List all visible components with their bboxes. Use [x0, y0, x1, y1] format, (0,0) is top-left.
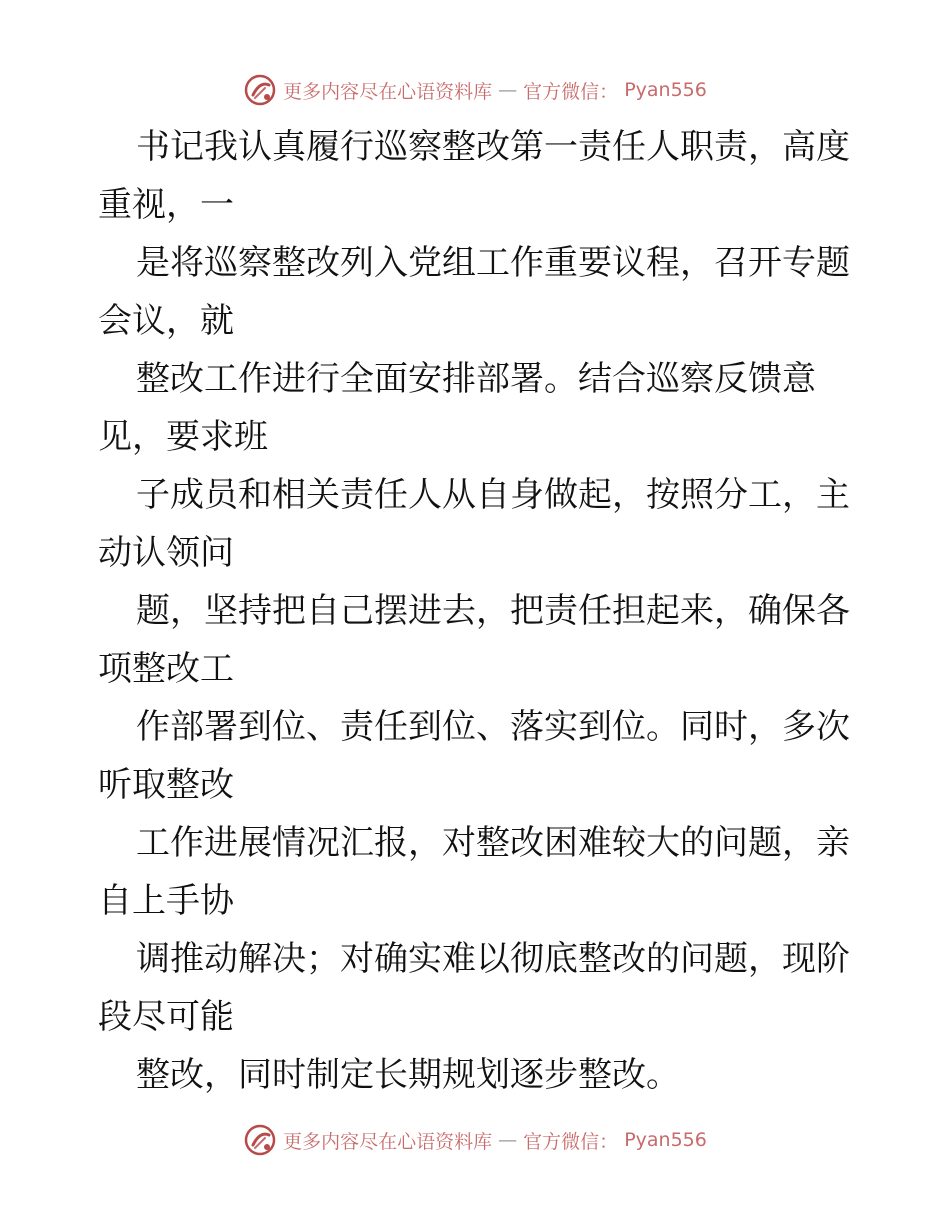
text-line [98, 640, 858, 698]
text-line [98, 234, 858, 292]
text-line-content: 会议，就 [98, 301, 234, 341]
text-line [98, 698, 858, 756]
text-line [98, 988, 858, 1046]
text-line [98, 524, 858, 582]
text-line-content: 是将巡察整改列入党组工作重要议程，召开专题 [136, 243, 850, 283]
text-line-content: 整改工作进行全面安排部署。结合巡察反馈意 [136, 359, 816, 399]
text-line-content: 自上手协 [98, 881, 234, 921]
logo-icon [243, 73, 277, 107]
header-watermark [0, 70, 950, 110]
text-line-content: 见，要求班 [98, 417, 268, 457]
text-line [98, 466, 858, 524]
text-line-content: 动认领问 [98, 533, 234, 573]
text-line-content: 整改，同时制定长期规划逐步整改。 [136, 1055, 680, 1095]
text-line [98, 350, 858, 408]
watermark-separator: — [498, 1129, 518, 1151]
text-line [98, 408, 858, 466]
watermark-account: Pyan556 [624, 79, 707, 101]
document-body [98, 118, 858, 1104]
text-line-content: 项整改工 [98, 649, 234, 689]
watermark-separator: — [498, 79, 518, 101]
text-line [98, 756, 858, 814]
logo-icon [243, 1123, 277, 1157]
text-line-content: 重视，一 [98, 185, 234, 225]
text-line [98, 176, 858, 234]
text-line [98, 814, 858, 872]
watermark-text: 更多内容尽在心语资料库 [283, 80, 493, 103]
watermark-text: 更多内容尽在心语资料库 [283, 1130, 493, 1153]
text-line [98, 1046, 858, 1104]
text-line-content: 段尽可能 [98, 997, 234, 1037]
watermark-account-prefix: 官方微信： [523, 80, 619, 103]
text-line [98, 930, 858, 988]
text-line-content: 调推动解决；对确实难以彻底整改的问题，现阶 [136, 939, 850, 979]
watermark-account: Pyan556 [624, 1129, 707, 1151]
text-line-content: 听取整改 [98, 765, 234, 805]
text-line [98, 118, 858, 176]
watermark-account-prefix: 官方微信： [523, 1130, 619, 1153]
text-line [98, 872, 858, 930]
text-line-content: 工作进展情况汇报，对整改困难较大的问题，亲 [136, 823, 850, 863]
text-line [98, 292, 858, 350]
text-line-content: 子成员和相关责任人从自身做起，按照分工，主 [136, 475, 850, 515]
text-line-content: 书记我认真履行巡察整改第一责任人职责，高度 [136, 127, 850, 167]
text-line-content: 作部署到位、责任到位、落实到位。同时，多次 [136, 707, 850, 747]
footer-watermark [0, 1120, 950, 1160]
text-line [98, 582, 858, 640]
text-line-content: 题，坚持把自己摆进去，把责任担起来，确保各 [136, 591, 850, 631]
